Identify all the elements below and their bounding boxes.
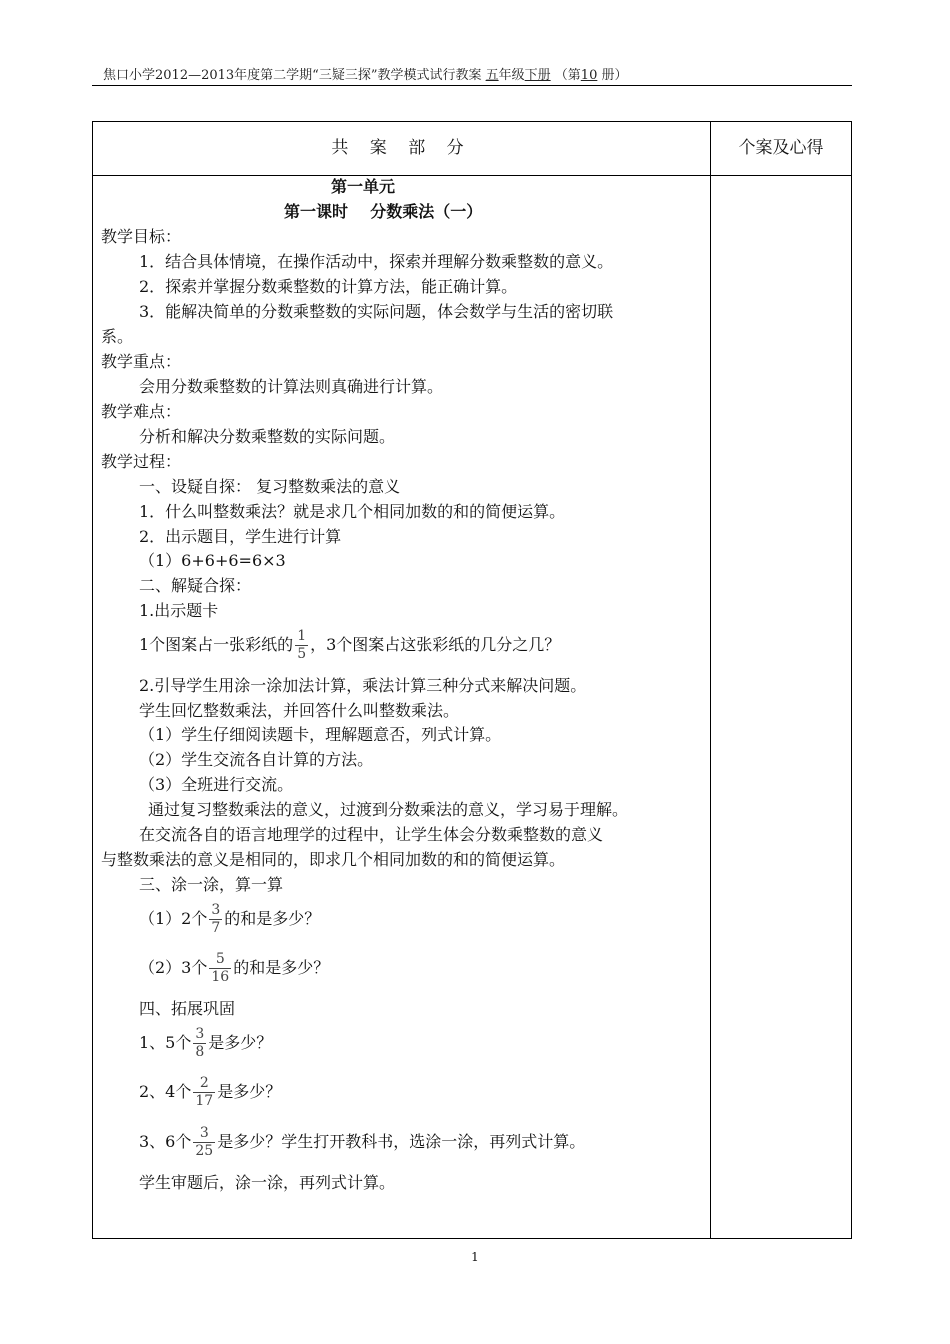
shared-plan-heading: 共 案 部 分 [331,138,472,158]
section-3-question-1: （1）2个 $\frac{3}{7}$ 的和是多少？ [139,902,321,936]
book-number-field: 10 [580,68,598,83]
section-1-item-2: 2．出示题目，学生进行计算 [139,527,342,546]
key-point: 会用分数乘整数的计算法则真确进行计算。 [139,377,444,396]
page-number: 1 [471,1250,479,1264]
fraction: $\frac{3}{7}$ [211,902,221,936]
goal-3-cont: 系。 [101,327,134,346]
fraction: $\frac{3}{25}$ [195,1125,214,1159]
page-header: 焦口小学2012—2013年度第二学期“三疑三探”教学模式试行教案 五年级下册 （第10 册） [103,68,628,83]
question-card: 1个图案占一张彩纸的 $\frac{1}{5}$ ，3个图案占这张彩纸的几分之几？ [139,628,561,662]
fraction: $\frac{2}{17}$ [195,1075,214,1109]
section-2-item-2: 2.引导学生用涂一涂加法计算，乘法计算三种分式来解决问题。 [139,676,587,695]
goal-3: 3．能解决简单的分数乘整数的实际问题，体会数学与生活的密切联 [139,302,614,321]
lesson-title: 第一课时 分数乘法（一） [284,202,483,221]
header-row-divider [93,175,851,176]
fraction: $\frac{5}{16}$ [211,951,230,985]
section-1-heading: 一、设疑自探： 复习整数乘法的意义 [139,477,401,496]
section-2-heading: 二、解疑合探： [139,576,252,595]
section-2-step-1: （1）学生仔细阅读题卡，理解题意否，列式计算。 [139,725,502,744]
column-divider [710,122,711,1238]
exercise-3: 3、6个 $\frac{3}{25}$ 是多少？学生打开教科书，选涂一涂，再列式计算。 [139,1125,586,1159]
section-4-heading: 四、拓展巩固 [139,999,236,1018]
individual-notes-heading: 个案及心得 [738,138,824,158]
difficulty: 分析和解决分数乘整数的实际问题。 [139,427,396,446]
unit-title: 第一单元 [331,177,396,196]
goals-heading: 教学目标： [101,227,182,246]
section-2-item-1: 1.出示题卡 [139,601,219,620]
volume-field: 下册 [524,68,551,83]
section-2-summary-cont: 与整数乘法的意义是相同的，即求几个相同加数的和的简便运算。 [101,850,566,869]
exercise-1: 1、5个 $\frac{3}{8}$ 是多少？ [139,1026,273,1060]
section-1-item-3: （1）6+6+6=6×3 [139,551,286,570]
fraction: $\frac{1}{5}$ [297,628,307,662]
section-3-heading: 三、涂一涂，算一算 [139,875,284,894]
section-3-question-2: （2）3个 $\frac{5}{16}$ 的和是多少？ [139,951,330,985]
goal-1: 1．结合具体情境，在操作活动中，探索并理解分数乘整数的意义。 [139,252,614,271]
section-1-item-1: 1．什么叫整数乘法？就是求几个相同加数的和的简便运算。 [139,502,566,521]
fraction: $\frac{3}{8}$ [195,1026,205,1060]
section-2-item-3: 学生回忆整数乘法，并回答什么叫整数乘法。 [139,701,460,720]
process-heading: 教学过程： [101,452,182,471]
section-2-note: 通过复习整数乘法的意义，过渡到分数乘法的意义，学习易于理解。 [148,800,629,819]
key-point-heading: 教学重点： [101,352,182,371]
grade-field: 五 [485,68,499,83]
difficulty-heading: 教学难点： [101,402,182,421]
section-2-summary: 在交流各自的语言地理学的过程中，让学生体会分数乘整数的意义 [139,825,604,844]
section-2-step-3: （3）全班进行交流。 [139,775,294,794]
header-rule [92,85,852,86]
goal-2: 2．探索并掌握分数乘整数的计算方法，能正确计算。 [139,277,518,296]
exercise-2: 2、4个 $\frac{2}{17}$ 是多少？ [139,1075,282,1109]
closing-note: 学生审题后，涂一涂，再列式计算。 [139,1173,396,1192]
section-2-step-2: （2）学生交流各自计算的方法。 [139,750,374,769]
